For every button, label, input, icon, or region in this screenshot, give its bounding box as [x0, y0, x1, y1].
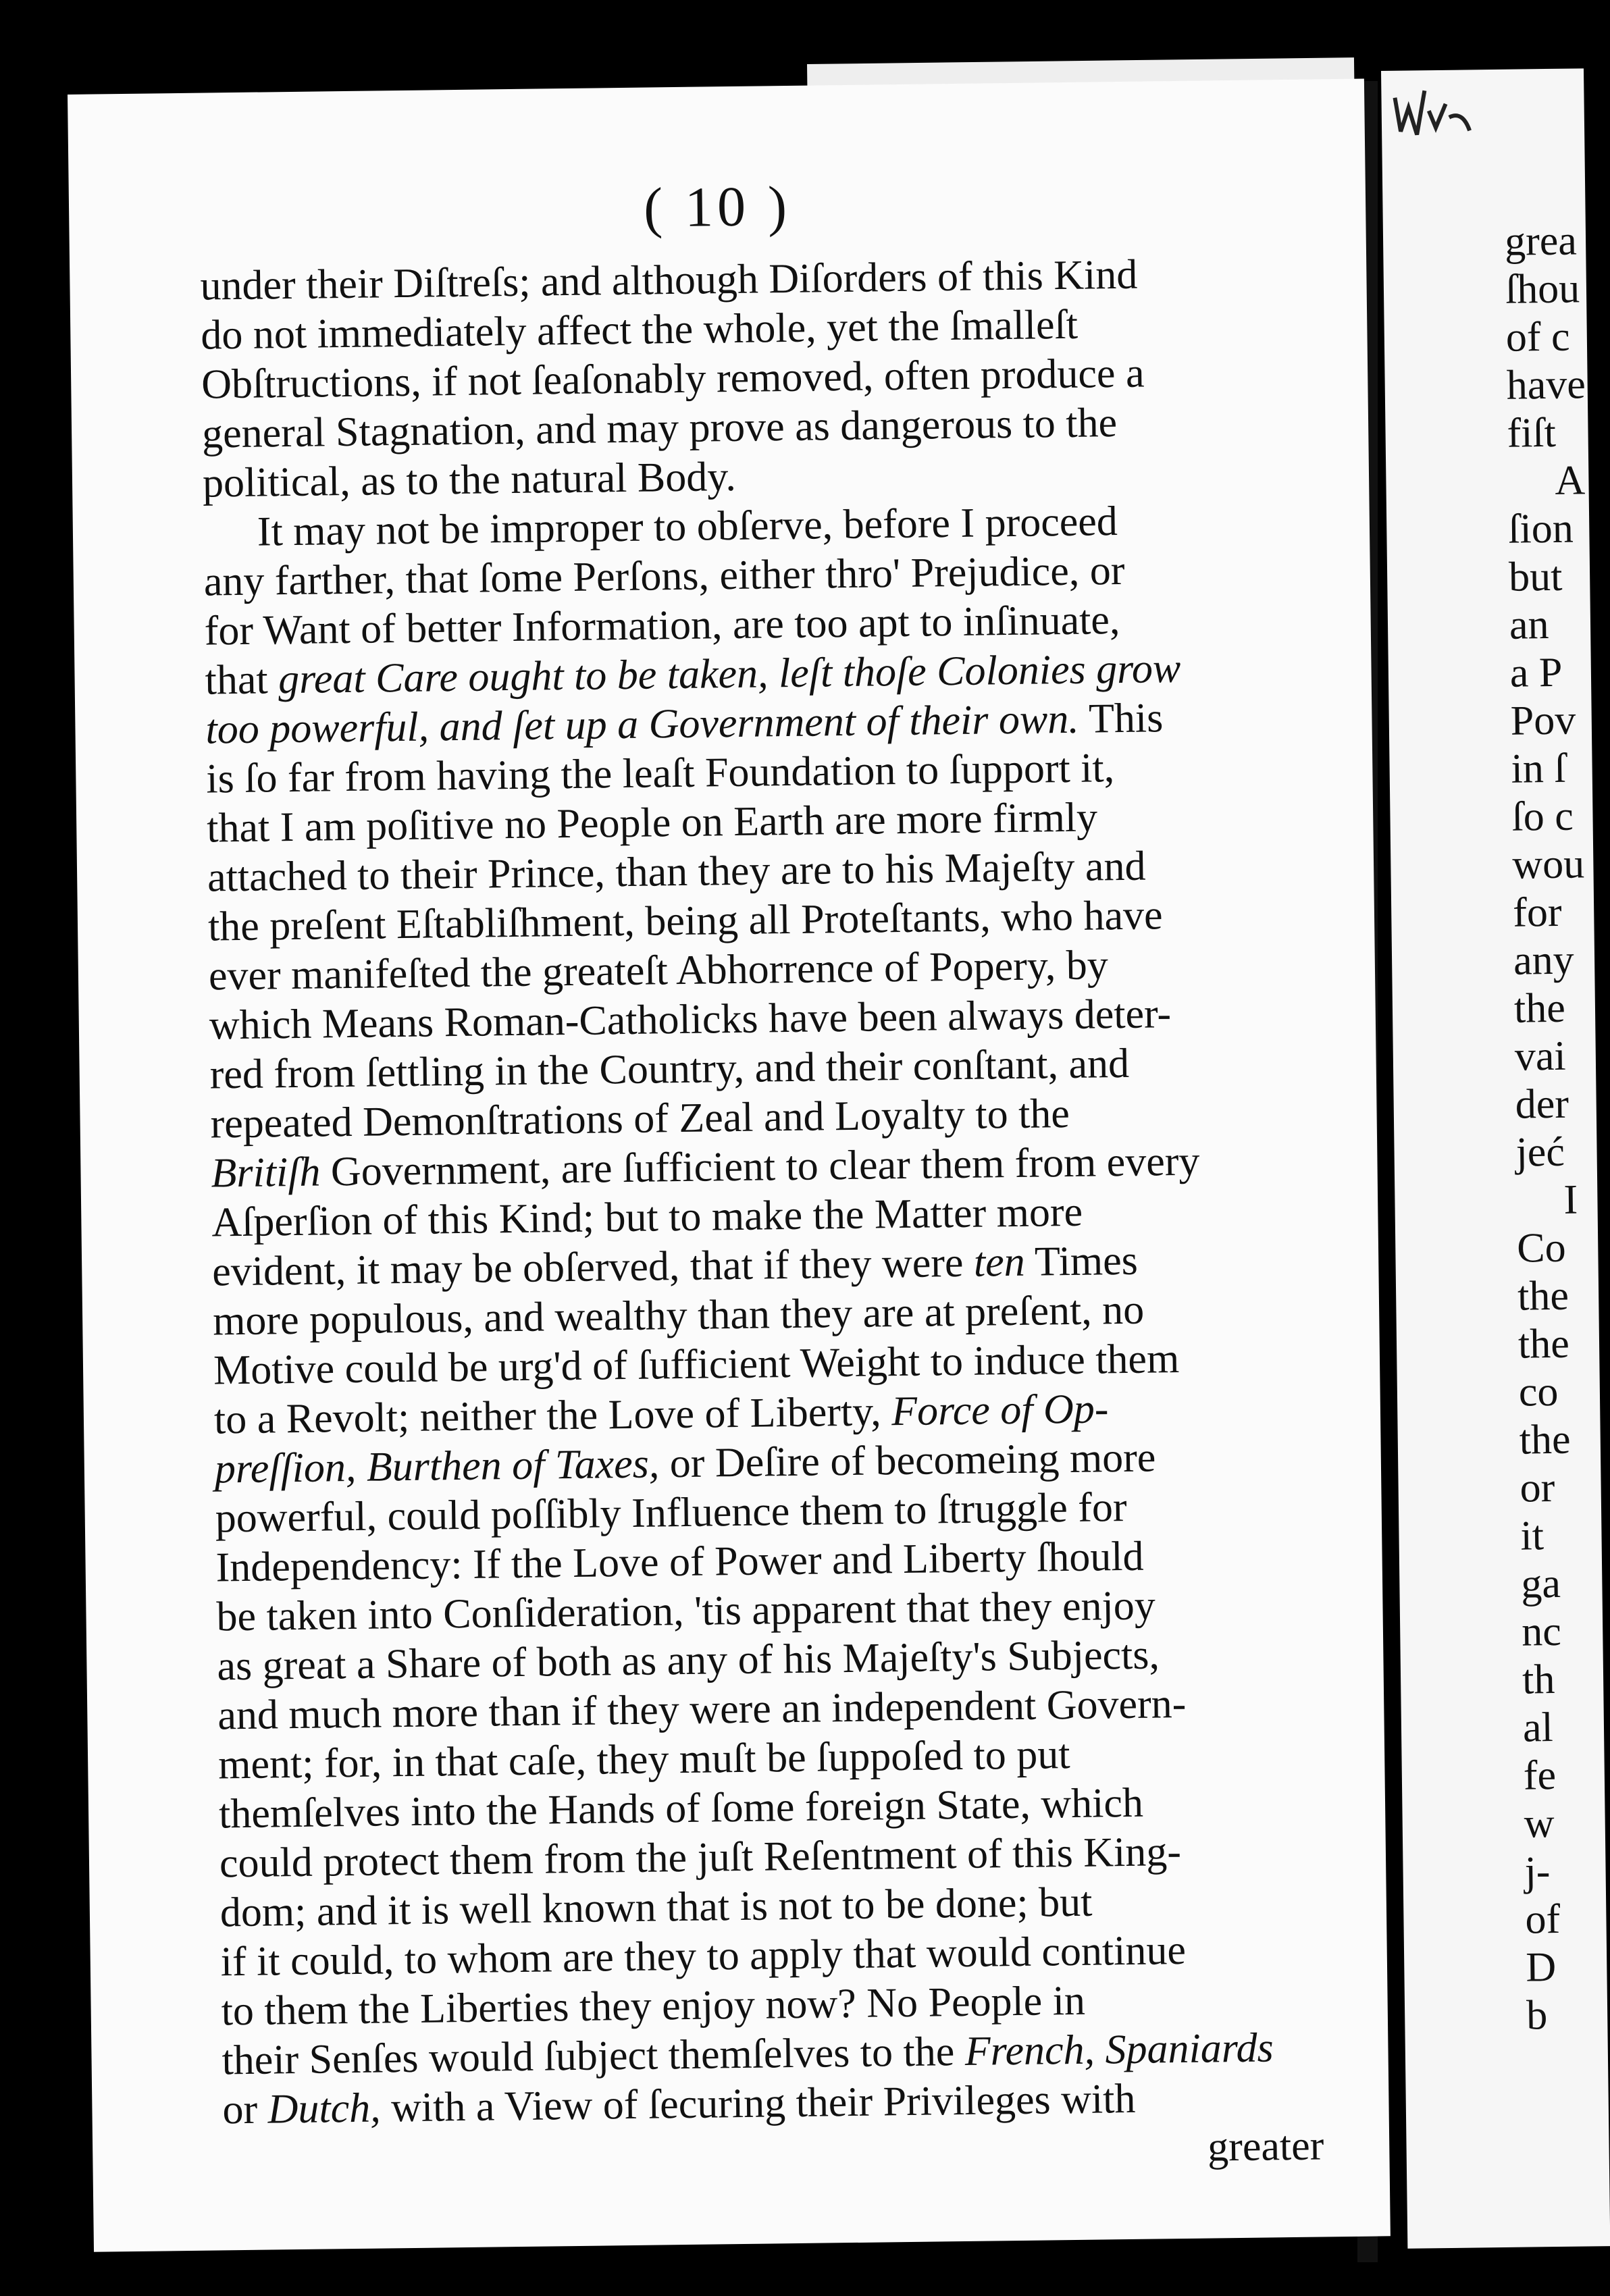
- text-line-fragment: or: [1520, 1465, 1555, 1511]
- text-run: is ſo far from having the leaſt Foundation to ſupport it,: [205, 745, 1115, 802]
- italic-text: Britiſh: [211, 1149, 321, 1197]
- text-run: could protect them from the juſt Reſentment of this King-: [219, 1829, 1182, 1887]
- text-line-fragment: Pov: [1510, 697, 1576, 744]
- text-run: red from ſettling in the Country, and their conſtant, and: [209, 1040, 1130, 1098]
- text-line-fragment: a P: [1509, 649, 1563, 696]
- text-run: Times: [1024, 1237, 1139, 1285]
- right-page-fragment: [1381, 68, 1610, 2248]
- text-run: more populous, and wealthy than they are at preſent, no: [212, 1286, 1145, 1345]
- text-line-fragment: th: [1522, 1656, 1555, 1703]
- text-run: powerful, could poſſibly Influence them to ſtruggle for: [215, 1484, 1127, 1542]
- text-run: attached to their Prince, than they are to his Majeſty and: [207, 843, 1146, 901]
- text-line-fragment: an: [1509, 602, 1549, 648]
- text-line-fragment: ſhou: [1505, 265, 1580, 313]
- text-run: with a View of ſecuring their Privileges with: [380, 2075, 1136, 2131]
- italic-text: ten: [973, 1238, 1026, 1286]
- text-line-fragment: nc: [1521, 1608, 1562, 1655]
- text-line-fragment: A: [1555, 457, 1586, 504]
- text-run: under their Diſtreſs; and although Diſorders of this Kind: [200, 251, 1138, 309]
- text-line-fragment: ga: [1520, 1560, 1561, 1607]
- text-line-fragment: ſion: [1507, 505, 1574, 552]
- text-run: which Means Roman-Catholicks have been always deter-: [209, 991, 1172, 1049]
- text-run: to a Revolt; neither the Love of Liberty,: [213, 1388, 892, 1443]
- text-run: that: [205, 656, 279, 704]
- text-run: the preſent Eſtabliſhment, being all Proteſtants, who have: [207, 892, 1163, 950]
- text-run: or Deſire of becomeing more: [658, 1434, 1156, 1487]
- text-line-fragment: but: [1508, 553, 1563, 600]
- italic-text: French, Spaniards: [964, 2025, 1274, 2075]
- text-run: general Stagnation, and may prove as dangerous to the: [201, 400, 1118, 457]
- text-line-fragment: fiſt: [1507, 409, 1557, 456]
- text-line-fragment: it: [1520, 1513, 1544, 1559]
- italic-text: too powerful, and ſet up a Government of their own.: [205, 696, 1080, 753]
- text-line-fragment: co: [1518, 1368, 1559, 1415]
- text-line-fragment: for: [1512, 889, 1562, 936]
- text-line-fragment: D: [1525, 1944, 1557, 1991]
- text-run: for Want of better Information, are too apt to inſinuate,: [204, 597, 1120, 654]
- text-line-fragment: of c: [1505, 313, 1570, 361]
- text-line-fragment: vai: [1514, 1033, 1567, 1080]
- right-page-body: [1505, 217, 1608, 2039]
- text-run: themſelves into the Hands of ſome foreign State, which: [218, 1779, 1144, 1837]
- text-run: or: [222, 2086, 269, 2133]
- text-line-fragment: grea: [1504, 217, 1578, 265]
- text-run: evident, it may be obſerved, that if they were: [211, 1239, 975, 1295]
- italic-text: Force of Op-: [891, 1386, 1109, 1435]
- text-line-fragment: the: [1517, 1272, 1569, 1320]
- text-line-fragment: any: [1513, 937, 1575, 984]
- italic-text: preſſion, Burthen of Taxes,: [214, 1440, 660, 1492]
- text-run: and much more than if they were an independent Govern-: [217, 1680, 1187, 1739]
- text-run: Independency: If the Love of Power and Liberty ſhould: [215, 1533, 1144, 1591]
- text-line-fragment: w: [1524, 1800, 1555, 1847]
- text-run: be taken into Conſideration, 'tis apparent that they enjoy: [216, 1582, 1156, 1640]
- italic-text: Dutch,: [267, 2085, 382, 2133]
- text-run: any farther, that ſome Perſons, either thro' Prejudice, or: [203, 547, 1125, 605]
- text-line-fragment: of: [1525, 1896, 1561, 1943]
- text-line-fragment: j-: [1524, 1848, 1551, 1895]
- text-line-fragment: wou: [1511, 841, 1585, 888]
- text-line-fragment: b: [1526, 1992, 1548, 2039]
- text-run: as great a Share of both as any of his Majeſty's Subjects,: [217, 1632, 1160, 1690]
- text-line-fragment: in ſ: [1511, 745, 1567, 792]
- text-run: Aſperſion of this Kind; but to make the Matter more: [211, 1189, 1083, 1246]
- text-run: Government, are ſufficient to clear them from every: [320, 1138, 1200, 1195]
- text-run: greater: [1207, 2122, 1324, 2170]
- text-run: repeated Demonſtrations of Zeal and Loyalty to the: [210, 1090, 1070, 1147]
- text-run: their Senſes would ſubject themſelves to the: [222, 2028, 966, 2084]
- italic-text: great Care ought to be taken, leſt thoſe Colonies grow: [278, 645, 1181, 703]
- text-run: ment; for, in that caſe, they muſt be ſuppoſed to put: [217, 1731, 1070, 1788]
- text-line-fragment: jeć: [1515, 1128, 1565, 1176]
- text-line-fragment: the: [1513, 985, 1566, 1032]
- text-run: do not immediately affect the whole, yet the ſmalleſt: [200, 301, 1079, 359]
- text-run: It may not be improper to obſerve, before I proceed: [257, 498, 1118, 555]
- text-line-fragment: fe: [1523, 1752, 1557, 1799]
- text-line-fragment: Co: [1516, 1224, 1567, 1272]
- text-run: if it could, to whom are they to apply that would continue: [220, 1927, 1187, 1985]
- text-line-fragment: al: [1522, 1704, 1554, 1751]
- text-line-fragment: have: [1506, 361, 1586, 409]
- text-run: Motive could be urg'd of ſufficient Weight to induce them: [213, 1336, 1180, 1394]
- text-run: ever manifeſted the greateſt Abhorrence of Popery, by: [208, 942, 1109, 999]
- text-line-fragment: der: [1515, 1080, 1569, 1128]
- page-number: ( 10 ): [643, 174, 791, 240]
- text-line-fragment: I: [1563, 1176, 1578, 1223]
- left-page-body: [200, 249, 1324, 2185]
- text-run: that I am poſitive no People on Earth are more firmly: [206, 794, 1098, 852]
- right-page-header-fragment: [1381, 70, 1517, 152]
- text-line-fragment: ſo c: [1511, 793, 1574, 840]
- text-line-fragment: the: [1519, 1416, 1571, 1463]
- text-run: political, as to the natural Body.: [202, 453, 737, 506]
- text-run: dom; and it is well known that is not to be done; but: [219, 1879, 1093, 1936]
- text-line-fragment: the: [1517, 1320, 1570, 1367]
- text-run: Obſtructions, if not ſeaſonably removed, often produce a: [201, 350, 1145, 408]
- text-run: to them the Liberties they enjoy now? No People in: [221, 1977, 1086, 2035]
- text-run: This: [1079, 695, 1164, 742]
- left-page: [68, 79, 1391, 2252]
